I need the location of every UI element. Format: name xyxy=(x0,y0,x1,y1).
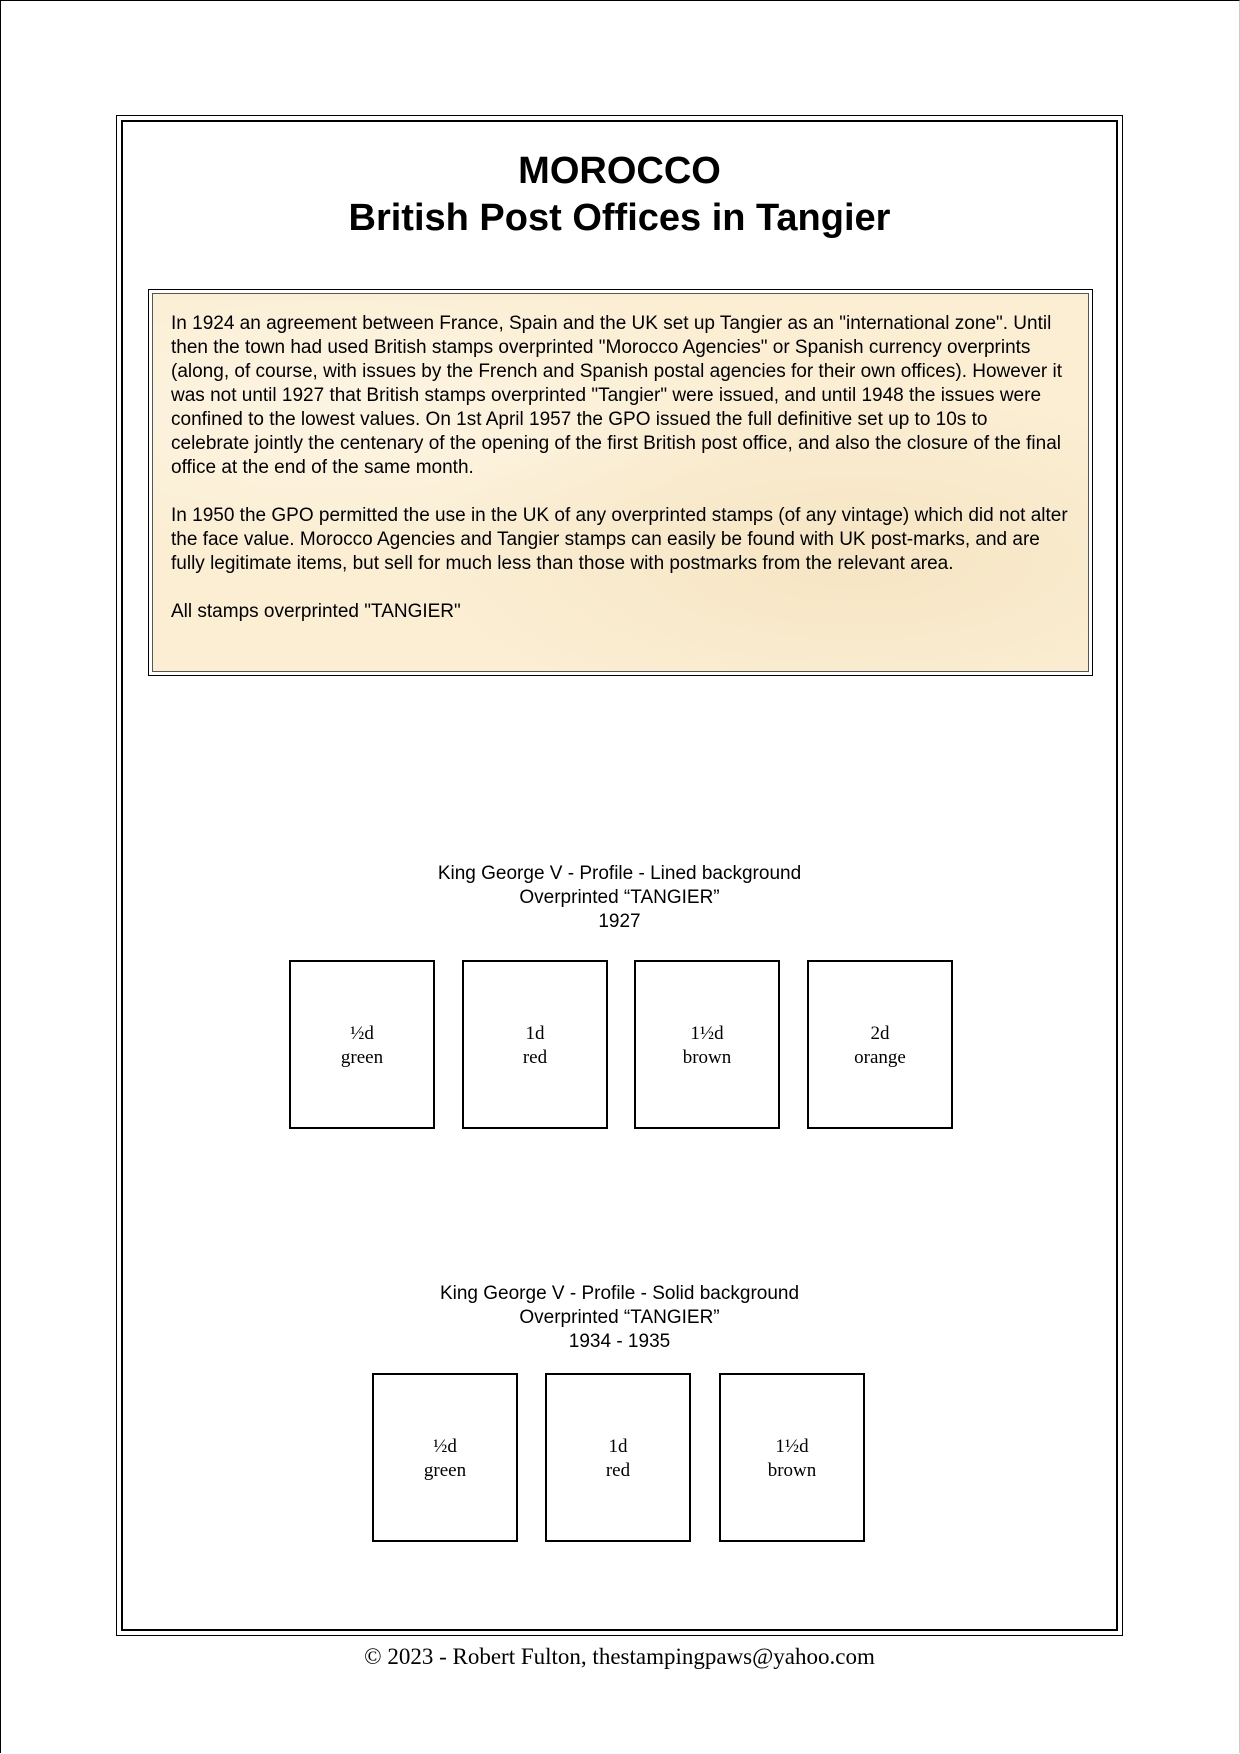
stamp-value: ½d xyxy=(433,1436,457,1457)
section-1-heading: King George V - Profile - Lined background xyxy=(437,863,802,884)
stamp-value: 1d xyxy=(525,1023,545,1044)
intro-box-inner xyxy=(152,293,1089,672)
stamp-color: orange xyxy=(854,1047,906,1068)
stamp-box xyxy=(634,960,780,1129)
section-1-overprint: Overprinted “TANGIER” xyxy=(519,887,720,908)
stamp-value: 1d xyxy=(608,1436,628,1457)
intro-paragraph-3: All stamps overprinted "TANGIER" xyxy=(171,601,461,622)
stamp-color: red xyxy=(522,1047,548,1068)
stamp-color: red xyxy=(605,1460,631,1481)
stamp-color: green xyxy=(423,1460,467,1481)
stamp-box xyxy=(719,1373,865,1542)
section-2-years: 1934 - 1935 xyxy=(568,1331,671,1352)
stamp-value: ½d xyxy=(350,1023,374,1044)
section-1-years: 1927 xyxy=(598,911,641,932)
stamp-color: green xyxy=(340,1047,384,1068)
stamp-box xyxy=(289,960,435,1129)
stamp-color: brown xyxy=(682,1047,732,1068)
section-2-heading: King George V - Profile - Solid background xyxy=(439,1283,800,1304)
footer-copyright: © 2023 - Robert Fulton, thestampingpaws@yahoo.com xyxy=(364,1644,875,1669)
page-title: MOROCCO xyxy=(518,150,721,192)
stamp-box xyxy=(545,1373,691,1542)
page-subtitle: British Post Offices in Tangier xyxy=(348,197,891,239)
intro-paragraph-2: In 1950 the GPO permitted the use in the UK of any overprinted stamps (of any vintage) which did not alter the face value. Morocco Agencies and Tangier stamps can easily be found with UK post-marks, and are fully legitimate items, but sell for much less than those with postmarks from the relevant area. xyxy=(171,505,1068,574)
stamp-box xyxy=(462,960,608,1129)
stamp-box xyxy=(807,960,953,1129)
intro-paragraph-1: In 1924 an agreement between France, Spain and the UK set up Tangier as an "international zone". Until then the town had used British stamps overprinted "Morocco Agencies" or Spanish currency overprints (along, of course, with issues by the French and Spanish postal agencies for their own offices). However it was not until 1927 that British stamps overprinted "Tangier" were issued, and until 1948 the issues were confined to the lowest values. On 1st April 1957 the GPO issued the full definitive set up to 10s to celebrate jointly the centenary of the opening of the first British post office, and also the closure of the final office at the end of the same month. xyxy=(171,313,1062,478)
stamp-box xyxy=(372,1373,518,1542)
section-2-overprint: Overprinted “TANGIER” xyxy=(519,1307,720,1328)
stamp-value: 1½d xyxy=(775,1436,809,1457)
intro-box xyxy=(148,289,1093,676)
stamp-color: brown xyxy=(767,1460,817,1481)
stamp-value: 2d xyxy=(870,1023,890,1044)
stamp-value: 1½d xyxy=(690,1023,724,1044)
